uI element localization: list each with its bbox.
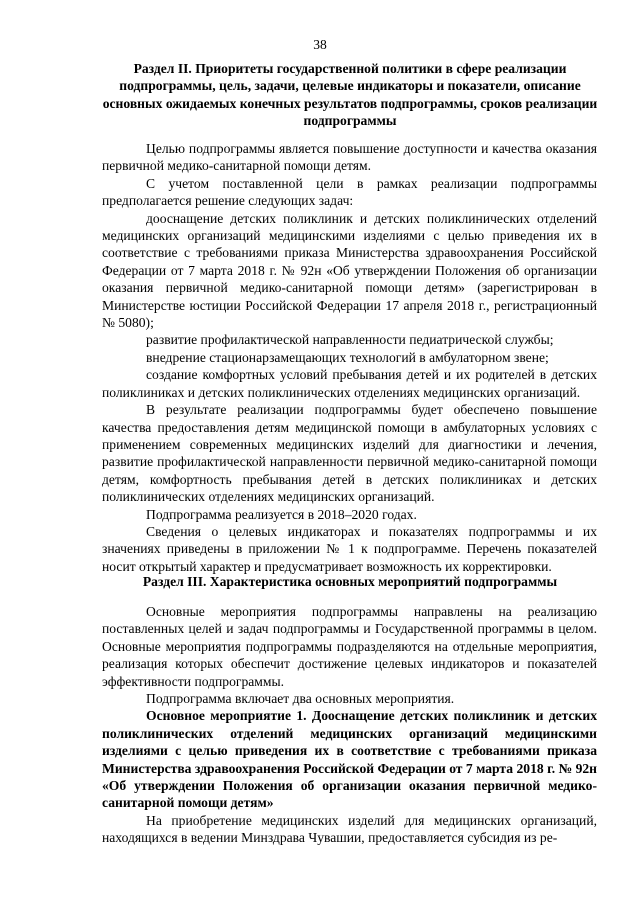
section-2-title: Раздел II. Приоритеты государственной политики в сфере реализации подпрограммы, цель, задачи, целевые индикаторы и показатели, описание основных ожидаемых конечных результатов подпрограммы, сроков реализации подпрограммы [102, 61, 598, 129]
paragraph: Основные мероприятия подпрограммы направлены на реализацию поставленных целей и задач подпрограммы и Государственной программы в целом. Основные мероприятия подпрограммы подразделяются на отдельные мероприятия, реализация которых обеспечит достижение целевых индикаторов и показателей эффективности подпрограммы. [102, 604, 597, 689]
paragraph: дооснащение детских поликлиник и детских поликлинических отделений медицинских организаций медицинскими изделиями с целью приведения их в соответствие с требованиями приказа Министерства здравоохранения Российской Федерации от 7 марта 2018 г. № 92н «Об утверждении Положения об организации оказания первичной медико-санитарной помощи детям» (зарегистрирован в Министерстве юстиции Российской Федерации 17 апреля 2018 г., регистрационный № 5080); [102, 210, 597, 331]
paragraph: В результате реализации подпрограммы будет обеспечено повышение качества предоставления детям медицинской помощи в амбулаторных условиях с применением современных медицинских изделий для диагностики и лечения, развитие профилактической направленности первичной медико-санитарной помощи детям, комфортность пребывания детей в детских поликлиниках и детских поликлинических отделениях медицинских организаций. [102, 402, 597, 505]
paragraph: Подпрограмма реализуется в 2018–2020 годах. [146, 506, 417, 522]
paragraph-bold: Основное мероприятие 1. Дооснащение детских поликлиник и детских поликлинических отделений медицинских организаций медицинскими изделиями с целью приведения их в соответствие с требованиями приказа Министерства здравоохранения Российской Федерации от 7 марта 2018 г. № 92н «Об утверждении Положения об организации оказания первичной медико-санитарной помощи детям» [102, 708, 597, 811]
section-3-title: Раздел III. Характеристика основных мероприятий подпрограммы [142, 574, 558, 589]
paragraph: развитие профилактической направленности педиатрической службы; [146, 332, 554, 348]
paragraph: Подпрограмма включает два основных мероприятия. [146, 691, 455, 707]
paragraph: На приобретение медицинских изделий для медицинских организаций, находящихся в ведении Минздрава Чувашии, предоставляется субсидия из ре- [102, 812, 597, 846]
paragraph: создание комфортных условий пребывания детей и их родителей в детских поликлиниках и детских поликлинических отделениях медицинских организаций. [102, 367, 597, 400]
paragraph: Сведения о целевых индикаторах и показателях подпрограммы и их значениях приведены в приложении № 1 к подпрограмме. Перечень показателей носит открытый характер и предусматривает возможность их корректировки. [102, 523, 597, 574]
paragraph: С учетом поставленной цели в рамках реализации подпрограммы предполагается решение следующих задач: [102, 175, 597, 209]
page-number: 38 [313, 37, 327, 52]
section-2-body [102, 140, 597, 575]
paragraph: Целью подпрограммы является повышение доступности и качества оказания первичной медико-санитарной помощи детям. [102, 141, 597, 174]
section-3-body [102, 603, 597, 847]
paragraph: внедрение стационарзамещающих технологий в амбулаторном звене; [146, 349, 549, 365]
